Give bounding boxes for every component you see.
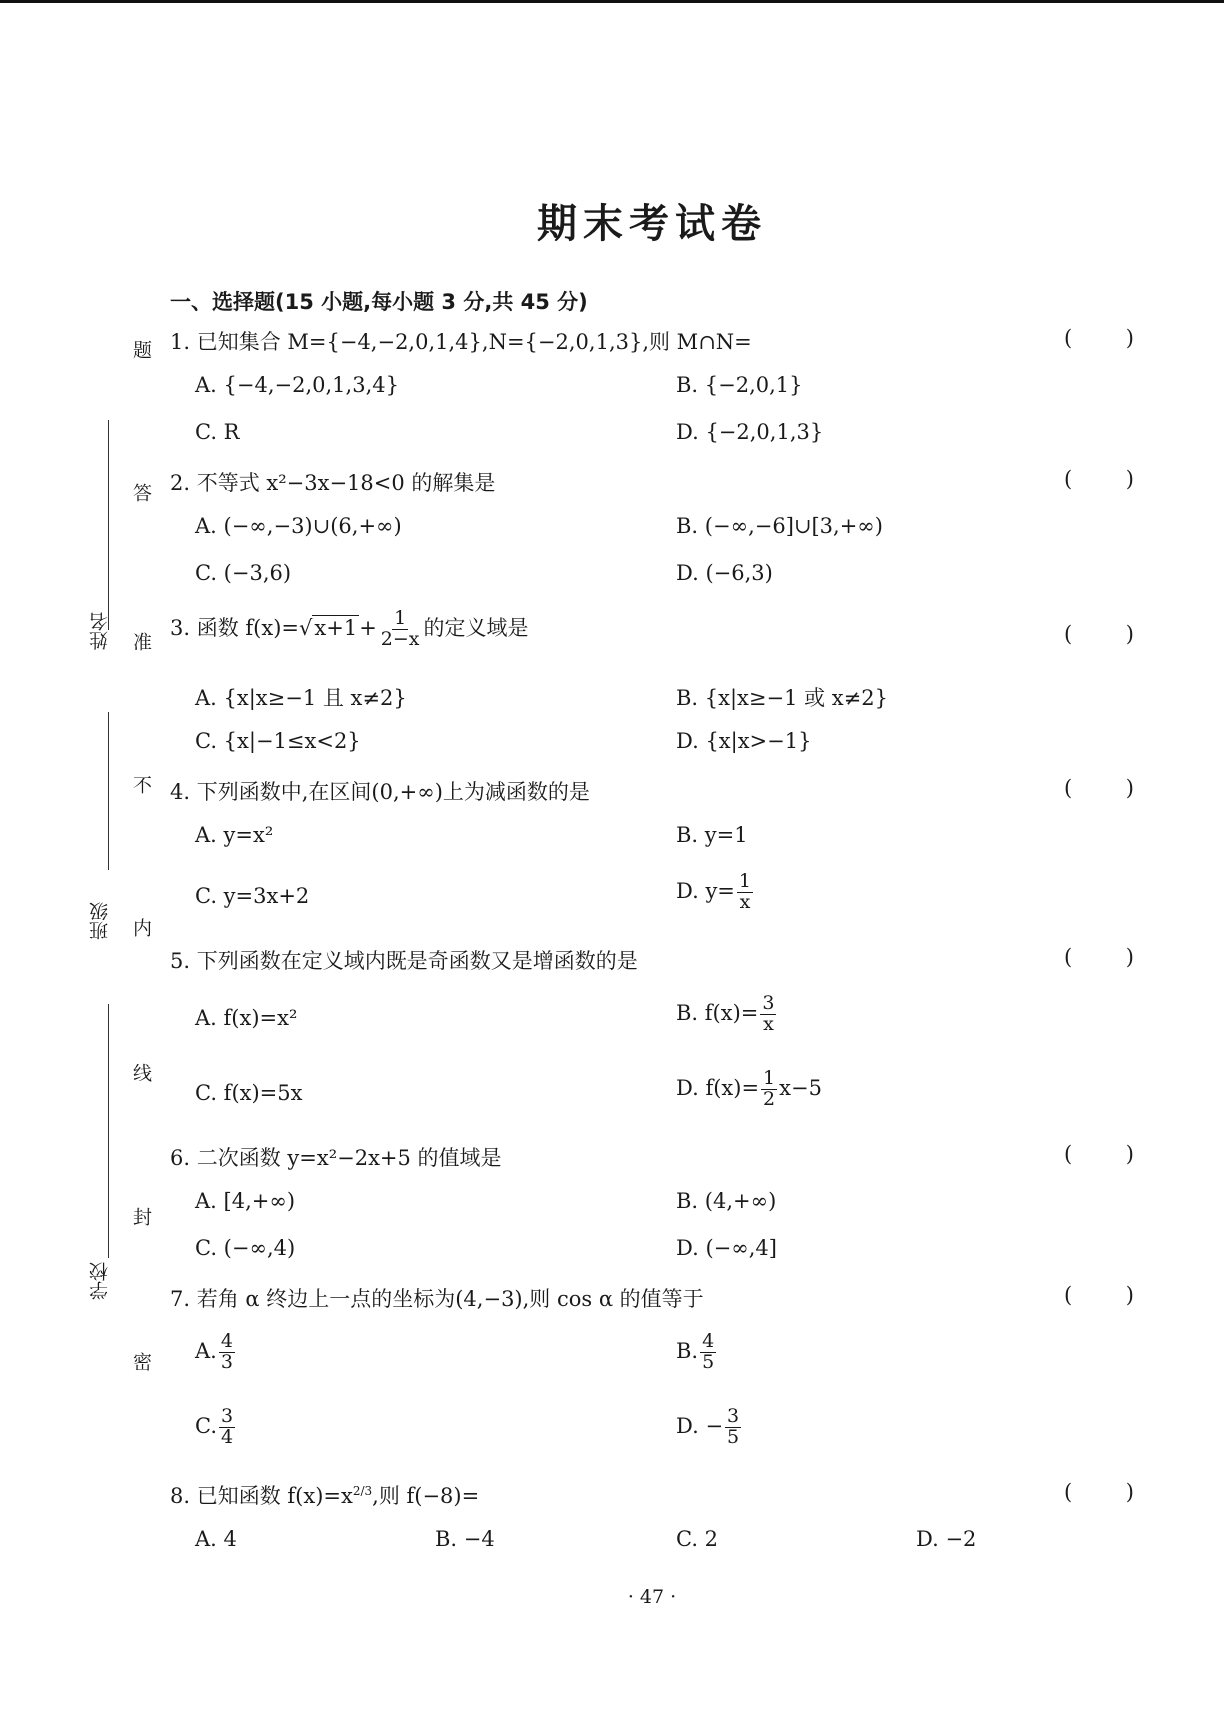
question-2-stem: 2. 不等式 x²−3x−18<0 的解集是 <box>170 471 496 495</box>
question-4-stem: 4. 下列函数中,在区间(0,+∞)上为减函数的是 <box>170 780 590 804</box>
seal-char: 题 <box>130 340 152 359</box>
seal-char: 答 <box>130 483 152 502</box>
q8-option-a: A. 4 <box>195 1527 237 1551</box>
fraction: $\frac{1}{2}$ <box>763 1067 776 1110</box>
q7-option-d: D. − $\frac{3}{5}$ <box>676 1405 740 1448</box>
binding-line <box>108 712 109 870</box>
q6-option-c: C. (−∞,4) <box>195 1236 296 1260</box>
fraction: $\frac{4}{5}$ <box>702 1330 715 1373</box>
name-label: 姓名 <box>89 612 111 650</box>
q4-option-c: C. y=3x+2 <box>195 884 310 908</box>
seal-char: 封 <box>130 1207 152 1226</box>
q6-option-d: D. (−∞,4] <box>676 1236 777 1260</box>
q6-option-a: A. [4,+∞) <box>195 1189 296 1213</box>
answer-bracket: ( ) <box>1064 945 1134 969</box>
q8-option-b: B. −4 <box>435 1527 495 1551</box>
q1-option-d: D. {−2,0,1,3} <box>676 420 824 444</box>
seal-char: 内 <box>130 918 152 937</box>
fraction: $\frac{3}{4}$ <box>221 1405 234 1448</box>
fraction: $\frac{3}{x}$ <box>762 992 775 1035</box>
question-1-stem: 1. 已知集合 M={−4,−2,0,1,4},N={−2,0,1,3},则 M∩N= <box>170 330 752 354</box>
top-rule <box>0 0 1224 3</box>
q7-option-c: C. $\frac{3}{4}$ <box>195 1405 234 1448</box>
question-8-stem: 8. 已知函数 $f(x)=x^{2/3}$,则 f(−8)= <box>170 1484 480 1508</box>
answer-bracket: ( ) <box>1064 622 1134 646</box>
q3-option-a: A. {x|x≥−1 且 x≠2} <box>195 686 407 710</box>
answer-bracket: ( ) <box>1064 1480 1134 1504</box>
question-5-stem: 5. 下列函数在定义域内既是奇函数又是增函数的是 <box>170 949 638 973</box>
q2-option-d: D. (−6,3) <box>676 561 773 585</box>
q2-option-c: C. (−3,6) <box>195 561 292 585</box>
school-label: 学校 <box>89 1262 111 1300</box>
seal-char: 密 <box>130 1352 152 1371</box>
seal-char: 线 <box>130 1063 152 1082</box>
question-6-stem: 6. 二次函数 y=x²−2x+5 的值域是 <box>170 1146 502 1170</box>
q8-option-c: C. 2 <box>676 1527 719 1551</box>
answer-bracket: ( ) <box>1064 326 1134 350</box>
section-heading: 一、选择题(15 小题,每小题 3 分,共 45 分) <box>170 290 588 314</box>
answer-bracket: ( ) <box>1064 1283 1134 1307</box>
q7-option-a: A. $\frac{4}{3}$ <box>195 1330 233 1373</box>
q6-option-b: B. (4,+∞) <box>676 1189 777 1213</box>
question-7-stem: 7. 若角 α 终边上一点的坐标为(4,−3),则 cos α 的值等于 <box>170 1287 704 1311</box>
q5-option-c: C. f(x)=5x <box>195 1081 303 1105</box>
binding-line <box>108 420 109 630</box>
q3-option-b: B. {x|x≥−1 或 x≠2} <box>676 686 888 710</box>
answer-bracket: ( ) <box>1064 776 1134 800</box>
q7-option-b: B. $\frac{4}{5}$ <box>676 1330 715 1373</box>
q5-option-d: D. f(x)= $\frac{1}{2}$ x−5 <box>676 1067 822 1110</box>
q1-option-c: C. R <box>195 420 240 444</box>
fraction: $\frac{1}{x}$ <box>738 870 751 913</box>
q1-option-b: B. {−2,0,1} <box>676 373 803 397</box>
q2-option-a: A. (−∞,−3)∪(6,+∞) <box>195 514 402 538</box>
q5-option-b: B. f(x)= $\frac{3}{x}$ <box>676 992 775 1035</box>
sqrt-radicand: x+1 <box>314 615 358 640</box>
q5-option-a: A. f(x)=x² <box>195 1006 298 1030</box>
exponent: 2/3 <box>352 1484 373 1498</box>
q4-option-a: A. y=x² <box>195 823 274 847</box>
fraction: $\frac{4}{3}$ <box>220 1330 233 1373</box>
q2-option-b: B. (−∞,−6]∪[3,+∞) <box>676 514 883 538</box>
q3-option-c: C. {x|−1≤x<2} <box>195 729 361 753</box>
answer-bracket: ( ) <box>1064 1142 1134 1166</box>
fraction: $\frac{1}{2-x}$ <box>380 607 420 650</box>
class-label: 班级 <box>89 902 111 940</box>
binding-line <box>108 1004 109 1258</box>
seal-char: 准 <box>130 632 152 651</box>
seal-char: 不 <box>130 775 152 794</box>
fraction: $\frac{3}{5}$ <box>727 1405 740 1448</box>
q4-option-b: B. y=1 <box>676 823 748 847</box>
answer-bracket: ( ) <box>1064 467 1134 491</box>
q3-option-d: D. {x|x>−1} <box>676 729 812 753</box>
page-number: · 47 · <box>627 1586 677 1608</box>
question-3-stem: 3. 函数 f(x)=√x+1+ $\frac{1}{2-x}$ 的定义域是 <box>170 607 529 650</box>
q8-option-d: D. −2 <box>916 1527 977 1551</box>
q1-option-a: A. {−4,−2,0,1,3,4} <box>195 373 399 397</box>
q4-option-d: D. y= $\frac{1}{x}$ <box>676 870 751 913</box>
page-title: 期末考试卷 <box>537 201 767 247</box>
